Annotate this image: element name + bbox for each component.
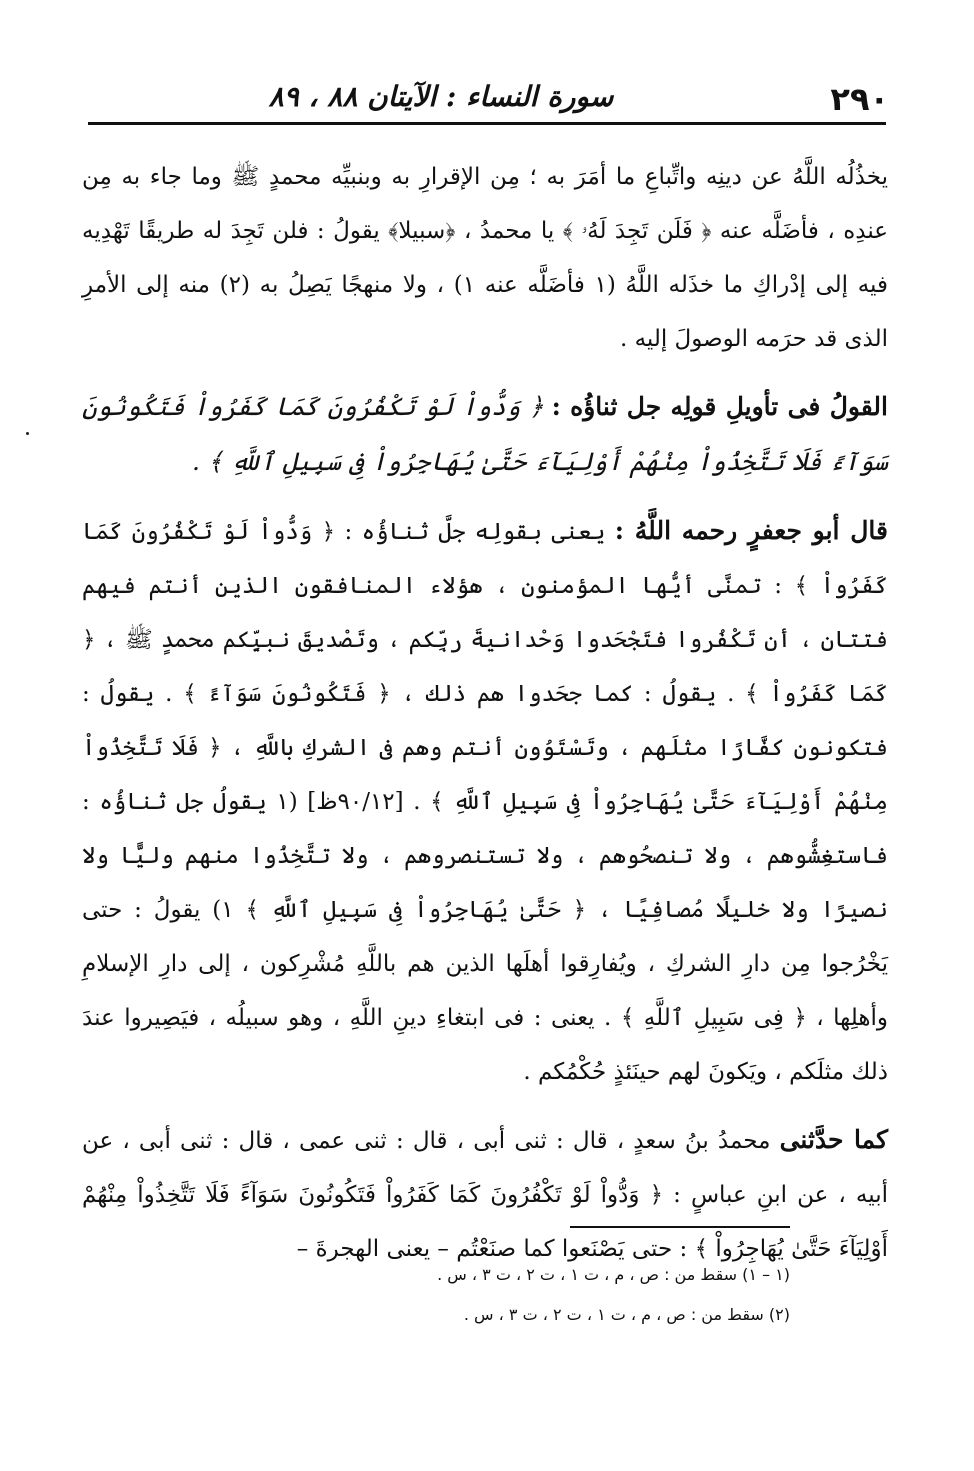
footnote-item: (٢) سقط من : ص ، م ، ت ١ ، ت ٢ ، ت ٣ ، س .: [463, 1305, 790, 1324]
page-header: [88, 70, 889, 120]
scan-speck: [26, 432, 29, 435]
paragraph-body: محمدُ بنُ سعدٍ ، قال : ثنى أبى ، قال : ثنى عمى ، قال : ثنى أبى ، عن أبيه ، عن ابنِ عباسٍ : ﴿ وَدُّواْ لَوْ تَكْفُرُونَ كَمَا كَفَرُواْ فَتَكُونُونَ سَوَآءً فَلَا تَتَّخِذُواْ مِنْهُمْ أَوْلِيَآءَ حَتَّىٰ يُهَاجِرُواْ ﴾ : حتى يَصْنَعوا كما صنَعْتُم – يعنى الهجرةَ –: [82, 1128, 888, 1262]
paragraph-lead: القولُ فى تأويلِ قولِه جل ثناؤُه :: [551, 392, 888, 421]
footnotes: [300, 1255, 790, 1335]
page-number: ٢٩٠: [830, 80, 889, 118]
paragraph-lead: قال أبو جعفرٍ رحمه اللَّهُ :: [614, 516, 888, 545]
paragraph-narration: [82, 1113, 888, 1276]
paragraph-body: يعنى بقولِه جلَّ ثناؤُه : ﴿ وَدُّواْ لَوْ تَكْفُرُونَ كَمَا كَفَرُواْ ﴾ : تمنَّى أيُّها المؤمنون ، هؤلاء المنافقون الذين أنتم فيهم فتتان ، أن تَكْفُروا فتَجْحَدوا وَحْدانيةَ ربِّكم ، وتَصْديقَ نبيِّكم محمدٍ ﷺ ، ﴿ كَمَا كَفَرُواْ ﴾ . يقولُ : كما جحَدوا هم ذلك ، ﴿ فَتَكُونُونَ سَوَآءً ﴾ . يقولُ : فتكونون كفَّارًا مثلَهم ، وتَسْتَوُون أنتم وهم فى الشركِ باللَّهِ ، ﴿ فَلَا تَتَّخِذُواْ مِنْهُمْ أَوْلِيَآءَ حَتَّىٰ يُهَاجِرُواْ فِى سَبِيلِ ٱللَّهِ ﴾ . [٩٠/١٢ظ] (١ يقولُ جل ثناؤُه : فاستغِشُّوهم ، ولا تنصحُوهم ، ولا تستنصروهم ، ولا تتَّخِذُوا منهم وليًّا ولا نصيرًا ولا خليلًا مُصافِيًا ، ﴿ حَتَّىٰ يُهَاجِرُواْ فِى سَبِيلِ ٱللَّهِ ﴾ ١) يقولُ : حتى يَخْرُجوا مِن دارِ الشركِ ، ويُفارِقوا أهلَها الذين هم باللَّهِ مُشْرِكون ، إلى دارِ الإسلامِ وأهلِها ، ﴿ فِى سَبِيلِ ٱللَّهِ ﴾ . يعنى : فى ابتغاءِ دينِ اللَّهِ ، وهو سبيلُه ، فيَصِيروا عندَ ذلك مثلَكم ، ويَكونَ لهم حينَئذٍ حُكْمُكم .: [82, 519, 889, 1085]
paragraph-heading-verse: [82, 380, 888, 490]
running-head: سورة النساء : الآيتان ٨٨ ، ٨٩: [268, 80, 614, 113]
main-text: [82, 150, 888, 1276]
paragraph-commentary: [82, 504, 888, 1099]
footnote-item: (١ – ١) سقط من : ص ، م ، ت ١ ، ت ٢ ، ت ٣ ، س .: [437, 1265, 790, 1284]
paragraph-continuation: يخذُلُه اللَّهُ عن دينِه واتِّباعِ ما أمَرَ به ؛ مِن الإقرارِ به وبنبيِّه محمدٍ ﷺ وما جاء به مِن عندِه ، فأضَلَّه عنه ﴿ فَلَن تَجِدَ لَهُۥ ﴾ يا محمدُ ، ﴿سبيلا﴾ يقولُ : فلن تَجِدَ له طريقًا تَهْدِيه فيه إلى إدْراكِ ما خذَله اللَّهُ (١ فأضَلَّه عنه ١) ، ولا منهجًا يَصِلُ به (٢) منه إلى الأمرِ الذى قد حرَمه الوصولَ إليه .: [82, 164, 888, 352]
footnote-rule: [570, 1226, 790, 1228]
paragraph-lead: كما حدَّثنى: [779, 1125, 888, 1154]
header-rule: [88, 122, 886, 125]
quran-verse: ﴿ وَدُّواْ لَوْ تَكْفُرُونَ كَمَا كَفَرُواْ فَتَكُونُونَ سَوَآءً فَلَا تَتَّخِذُواْ مِنْهُمْ أَوْلِيَآءَ حَتَّىٰ يُهَاجِرُواْ فِى سَبِيلِ ٱللَّهِ ﴾ .: [82, 392, 888, 476]
